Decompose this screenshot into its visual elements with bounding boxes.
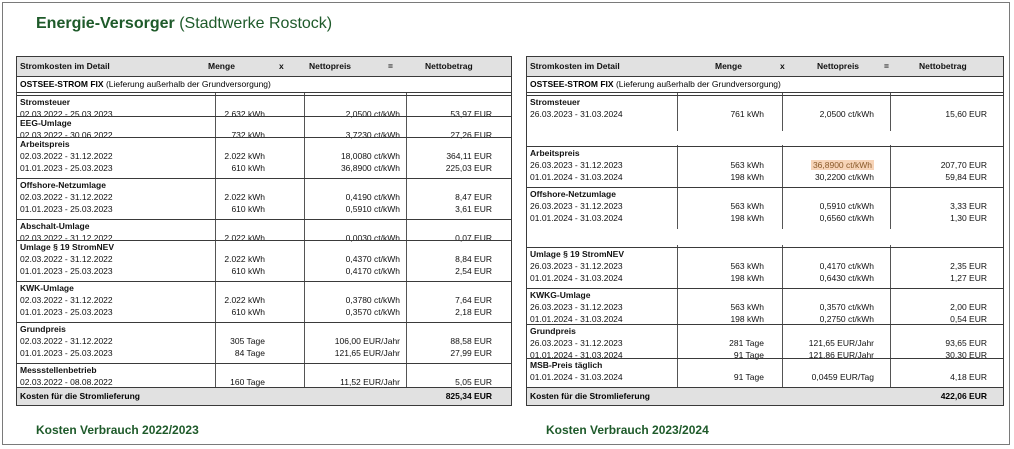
- row-unit-price: 121,65 EUR/Jahr: [334, 348, 400, 358]
- header-netto: Nettopreis: [309, 61, 352, 71]
- header-x: x: [780, 61, 785, 71]
- row-net-amount: 3,61 EUR: [455, 204, 492, 214]
- tariff-label: [20, 79, 271, 89]
- row-unit-price: 121,86 EUR/Jahr: [808, 350, 874, 360]
- header-menge: Menge: [715, 61, 742, 71]
- table-row: [527, 302, 1003, 314]
- row-quantity: 2.632 kWh: [224, 109, 265, 119]
- row-unit-price: 0,6560 ct/kWh: [819, 213, 874, 223]
- header-eq: =: [388, 61, 393, 71]
- section-title: Stromsteuer: [20, 97, 71, 107]
- row-period: 02.03.2022 - 31.12.2022: [20, 151, 113, 161]
- table-row: [527, 201, 1003, 213]
- row-period: 01.01.2024 - 31.03.2024: [530, 314, 623, 324]
- section-title: KWK-Umlage: [20, 283, 74, 293]
- row-net-amount: 88,58 EUR: [450, 336, 492, 346]
- table-row: [17, 266, 511, 278]
- row-net-amount: 0,07 EUR: [455, 233, 492, 243]
- row-net-amount: 27,26 EUR: [450, 130, 492, 140]
- row-quantity: 610 kWh: [231, 307, 265, 317]
- row-quantity: 91 Tage: [733, 372, 764, 382]
- row-quantity: 198 kWh: [730, 314, 764, 324]
- section-title: Arbeitspreis: [20, 139, 70, 149]
- row-period: 02.03.2022 - 31.12.2022: [20, 336, 113, 346]
- row-unit-price: 0,4190 ct/kWh: [345, 192, 400, 202]
- section-title: Abschalt-Umlage: [20, 221, 90, 231]
- row-unit-price: 0,3570 ct/kWh: [819, 302, 874, 312]
- tariff-row: [17, 77, 511, 93]
- table-row: [527, 109, 1003, 121]
- tariff-note: (Lieferung außerhalb der Grundversorgung): [103, 79, 271, 89]
- row-period: 01.01.2024 - 31.03.2024: [530, 350, 623, 360]
- section-title: Offshore-Netzumlage: [20, 180, 106, 190]
- row-quantity: 198 kWh: [730, 273, 764, 283]
- row-net-amount: 93,65 EUR: [945, 338, 987, 348]
- row-period: 01.01.2023 - 25.03.2023: [20, 348, 113, 358]
- row-period: 01.01.2024 - 31.03.2024: [530, 372, 623, 382]
- row-period: 02.03.2022 - 30.06.2022: [20, 130, 113, 140]
- row-period: 01.01.2024 - 31.03.2024: [530, 213, 623, 223]
- section-8: [17, 322, 511, 361]
- section-title: Grundpreis: [20, 324, 66, 334]
- table-row: [17, 348, 511, 360]
- title-bold: Energie-Versorger: [36, 15, 175, 32]
- section-7: [17, 281, 511, 320]
- bill-2023-2024: [526, 56, 1004, 406]
- row-period: 26.03.2023 - 31.12.2023: [530, 201, 623, 211]
- table-header: [527, 57, 1003, 77]
- row-quantity: 2.022 kWh: [224, 151, 265, 161]
- row-net-amount: 0,54 EUR: [950, 314, 987, 324]
- row-unit-price: 0,3570 ct/kWh: [345, 307, 400, 317]
- table-row: [527, 261, 1003, 273]
- row-net-amount: 15,60 EUR: [945, 109, 987, 119]
- row-net-amount: 2,35 EUR: [950, 261, 987, 271]
- row-period: 01.01.2023 - 25.03.2023: [20, 163, 113, 173]
- row-period: 02.03.2022 - 31.12.2022: [20, 295, 113, 305]
- row-unit-price: 0,5910 ct/kWh: [345, 204, 400, 214]
- row-net-amount: 207,70 EUR: [940, 160, 987, 170]
- row-quantity: 160 Tage: [230, 377, 265, 387]
- section-title: Stromsteuer: [530, 97, 581, 107]
- row-quantity: 563 kWh: [730, 201, 764, 211]
- row-unit-price: 36,8900 ct/kWh: [340, 163, 400, 173]
- row-unit-price: 0,3780 ct/kWh: [345, 295, 400, 305]
- table-row: [17, 254, 511, 266]
- row-unit-price: 106,00 EUR/Jahr: [334, 336, 400, 346]
- table-row: [17, 151, 511, 163]
- table-gap: [527, 131, 1003, 145]
- section-title: MSB-Preis täglich: [530, 360, 603, 370]
- row-period: 02.03.2022 - 25.03.2023: [20, 109, 113, 119]
- row-quantity: 2.022 kWh: [224, 295, 265, 305]
- table-row: [527, 172, 1003, 184]
- section-5: [527, 288, 1003, 327]
- row-quantity: 84 Tage: [234, 348, 265, 358]
- row-net-amount: 30,30 EUR: [945, 350, 987, 360]
- row-quantity: 2.022 kWh: [224, 192, 265, 202]
- tariff-name: OSTSEE-STROM FIX: [20, 79, 104, 89]
- row-net-amount: 3,33 EUR: [950, 201, 987, 211]
- section-3: [527, 187, 1003, 226]
- row-net-amount: 364,11 EUR: [446, 151, 492, 161]
- row-net-amount: 2,18 EUR: [455, 307, 492, 317]
- table-row: [527, 160, 1003, 172]
- row-net-amount: 2,00 EUR: [950, 302, 987, 312]
- row-unit-price: 121,65 EUR/Jahr: [808, 338, 874, 348]
- section-4: [17, 178, 511, 217]
- header-betrag: Nettobetrag: [919, 61, 967, 71]
- section-title: KWKG-Umlage: [530, 290, 591, 300]
- header-netto: Nettopreis: [817, 61, 860, 71]
- header-detail: Stromkosten im Detail: [20, 61, 110, 71]
- tariff-label: [530, 79, 781, 89]
- row-quantity: 198 kWh: [730, 172, 764, 182]
- row-unit-price: 2,0500 ct/kWh: [345, 109, 400, 119]
- section-title: Arbeitspreis: [530, 148, 580, 158]
- row-period: 26.03.2023 - 31.12.2023: [530, 338, 623, 348]
- row-quantity: 563 kWh: [730, 261, 764, 271]
- row-period: 02.03.2022 - 08.08.2022: [20, 377, 113, 387]
- table-row: [17, 336, 511, 348]
- row-quantity: 2.022 kWh: [224, 233, 265, 243]
- row-net-amount: 4,18 EUR: [950, 372, 987, 382]
- table-row: [17, 192, 511, 204]
- row-period: 01.01.2024 - 31.03.2024: [530, 273, 623, 283]
- total-row: [527, 387, 1003, 405]
- table-gap: [527, 229, 1003, 245]
- row-unit-price: 2,0500 ct/kWh: [819, 109, 874, 119]
- section-title: Grundpreis: [530, 326, 576, 336]
- tariff-name: OSTSEE-STROM FIX: [530, 79, 614, 89]
- highlighted-price: 36,8900 ct/kWh: [812, 160, 872, 170]
- row-period: 01.01.2024 - 31.03.2024: [530, 172, 623, 182]
- row-quantity: 305 Tage: [230, 336, 265, 346]
- header-eq: =: [884, 61, 889, 71]
- row-net-amount: 2,54 EUR: [455, 266, 492, 276]
- total-label: Kosten für die Stromlieferung: [530, 391, 650, 401]
- section-9: [17, 363, 511, 390]
- header-menge: Menge: [208, 61, 235, 71]
- tariff-note: (Lieferung außerhalb der Grundversorgung): [613, 79, 781, 89]
- section-title: EEG-Umlage: [20, 118, 72, 128]
- row-period: 26.03.2023 - 31.12.2023: [530, 302, 623, 312]
- section-2: [527, 146, 1003, 185]
- section-4: [527, 247, 1003, 286]
- row-net-amount: 8,47 EUR: [455, 192, 492, 202]
- section-3: [17, 137, 511, 176]
- row-net-amount: 1,27 EUR: [950, 273, 987, 283]
- row-unit-price: 0,4370 ct/kWh: [345, 254, 400, 264]
- section-title: Messstellenbetrieb: [20, 365, 97, 375]
- table-row: [17, 307, 511, 319]
- row-unit-price: 0,4170 ct/kWh: [819, 261, 874, 271]
- row-quantity: 563 kWh: [730, 302, 764, 312]
- table-row: [17, 204, 511, 216]
- row-quantity: 563 kWh: [730, 160, 764, 170]
- row-unit-price: 3,7230 ct/kWh: [345, 130, 400, 140]
- row-unit-price: 0,0459 EUR/Tag: [811, 372, 874, 382]
- row-quantity: 610 kWh: [231, 204, 265, 214]
- header-betrag: Nettobetrag: [425, 61, 473, 71]
- row-net-amount: 225,03 EUR: [445, 163, 492, 173]
- row-quantity: 761 kWh: [730, 109, 764, 119]
- row-quantity: 610 kWh: [231, 266, 265, 276]
- section-title: Umlage § 19 StromNEV: [530, 249, 625, 259]
- row-quantity: 2.022 kWh: [224, 254, 265, 264]
- row-quantity: 281 Tage: [729, 338, 764, 348]
- table-row: [527, 338, 1003, 350]
- row-unit-price: 30,2200 ct/kWh: [814, 172, 874, 182]
- row-unit-price: 18,0080 ct/kWh: [340, 151, 400, 161]
- section-title: Umlage § 19 StromNEV: [20, 242, 115, 252]
- row-period: 01.01.2023 - 25.03.2023: [20, 307, 113, 317]
- header-x: x: [279, 61, 284, 71]
- table-row: [17, 295, 511, 307]
- row-period: 26.03.2023 - 31.12.2023: [530, 160, 623, 170]
- row-quantity: 91 Tage: [733, 350, 764, 360]
- row-unit-price: 0,6430 ct/kWh: [819, 273, 874, 283]
- title-rest: (Stadtwerke Rostock): [179, 15, 333, 32]
- section-title: Offshore-Netzumlage: [530, 189, 616, 199]
- row-unit-price: 0,2750 ct/kWh: [819, 314, 874, 324]
- table-header: [17, 57, 511, 77]
- row-net-amount: 8,84 EUR: [455, 254, 492, 264]
- row-period: 02.03.2022 - 31.12.2022: [20, 254, 113, 264]
- row-quantity: 198 kWh: [730, 213, 764, 223]
- row-period: 02.03.2022 - 31.12.2022: [20, 192, 113, 202]
- row-period: 26.03.2023 - 31.03.2024: [530, 109, 623, 119]
- row-quantity: 610 kWh: [231, 163, 265, 173]
- row-unit-price: 0,4170 ct/kWh: [345, 266, 400, 276]
- tariff-row: [527, 77, 1003, 93]
- table-row: [527, 273, 1003, 285]
- page-title: [36, 15, 332, 33]
- row-net-amount: 53,97 EUR: [450, 109, 492, 119]
- total-row: [17, 387, 511, 405]
- row-net-amount: 59,84 EUR: [945, 172, 987, 182]
- row-unit-price: 0,5910 ct/kWh: [819, 201, 874, 211]
- table-row: [527, 213, 1003, 225]
- row-period: 01.01.2023 - 25.03.2023: [20, 204, 113, 214]
- row-unit-price: 11,52 EUR/Jahr: [340, 377, 400, 387]
- header-detail: Stromkosten im Detail: [530, 61, 620, 71]
- row-net-amount: 5,05 EUR: [455, 377, 492, 387]
- section-6: [17, 240, 511, 279]
- row-unit-price: [797, 160, 874, 170]
- total-amount: 825,34 EUR: [445, 391, 492, 401]
- total-label: Kosten für die Stromlieferung: [20, 391, 140, 401]
- table-row: [17, 163, 511, 175]
- row-period: 01.01.2023 - 25.03.2023: [20, 266, 113, 276]
- row-net-amount: 27,99 EUR: [450, 348, 492, 358]
- row-quantity: 732 kWh: [231, 130, 265, 140]
- caption-left: Kosten Verbrauch 2022/2023: [36, 423, 199, 437]
- row-net-amount: 1,30 EUR: [950, 213, 987, 223]
- section-1: [527, 95, 1003, 122]
- row-unit-price: 0,0030 ct/kWh: [345, 233, 400, 243]
- table-row: [527, 372, 1003, 384]
- caption-right: Kosten Verbrauch 2023/2024: [546, 423, 709, 437]
- row-net-amount: 7,64 EUR: [455, 295, 492, 305]
- section-7: [527, 358, 1003, 385]
- total-amount: 422,06 EUR: [940, 391, 987, 401]
- row-period: 26.03.2023 - 31.12.2023: [530, 261, 623, 271]
- row-period: 02.03.2022 - 31.12.2022: [20, 233, 113, 243]
- bill-2022-2023: [16, 56, 512, 406]
